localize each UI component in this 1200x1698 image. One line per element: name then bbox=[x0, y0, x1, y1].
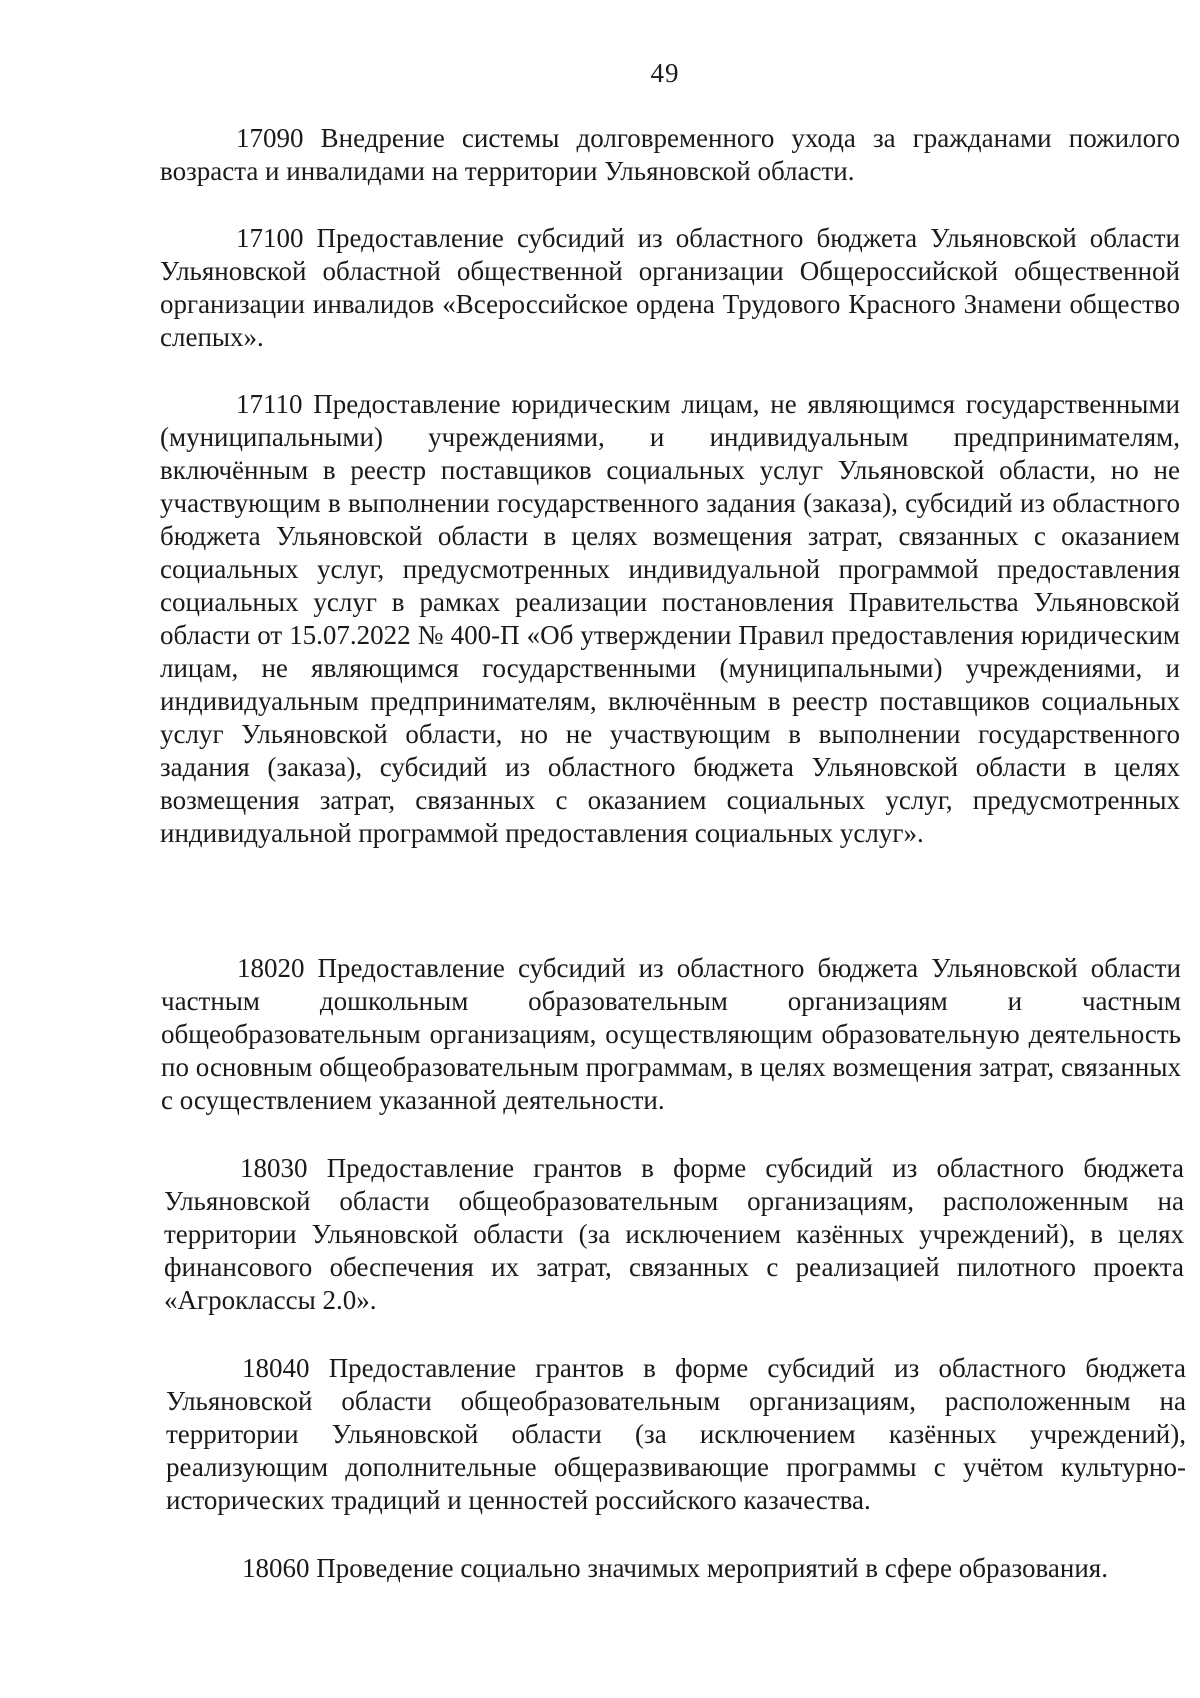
paragraph-17100: 17100 Предоставление субсидий из областного бюджета Ульяновской области Ульяновской областной общественной организации Общероссийской общественной организации инвалидов «Всероссийское ордена Трудового Красного Знамени общество слепых». bbox=[160, 223, 1180, 352]
paragraph-17110: 17110 Предоставление юридическим лицам, не являющимся государственными (муниципальными) учреждениями, и индивидуальным предпринимателям, включённым в реестр поставщиков социальных услуг Ульяновской области, но не участвующим в выполнении государственного задания (заказа), субсидий из областного бюджета Ульяновской области в целях возмещения затрат, связанных с оказанием социальных услуг, предусмотренных индивидуальной программой предоставления социальных услуг в рамках реализации постановления Правительства Ульяновской области от 15.07.2022 № 400-П «Об утверждении Правил предоставления юридическим лицам, не являющимся государственными (муниципальными) учреждениями, и индивидуальным предпринимателям, включённым в реестр поставщиков социальных услуг Ульяновской области, но не участвующим в выполнении государственного задания (заказа), субсидий из областного бюджета Ульяновской области в целях возмещения затрат, связанных с оказанием социальных услуг, предусмотренных индивидуальной программой предоставления социальных услуг». bbox=[160, 389, 1180, 848]
page-number: 49 bbox=[650, 58, 680, 88]
paragraph-18030: 18030 Предоставление грантов в форме субсидий из областного бюджета Ульяновской области общеобразовательным организациям, расположенным на территории Ульяновской области (за исключением казённых учреждений), в целях финансового обеспечения их затрат, связанных с реализацией пилотного проекта «Агроклассы 2.0». bbox=[164, 1153, 1184, 1315]
paragraph-17090: 17090 Внедрение системы долговременного ухода за гражданами пожилого возраста и инвалидами на территории Ульяновской области. bbox=[160, 123, 1180, 186]
paragraph-18020: 18020 Предоставление субсидий из областного бюджета Ульяновской области частным дошкольным образовательным организациям и частным общеобразовательным организациям, осуществляющим образовательную деятельность по основным общеобразовательным программам, в целях возмещения затрат, связанных с осуществлением указанной деятельности. bbox=[161, 953, 1181, 1115]
paragraph-18060: 18060 Проведение социально значимых мероприятий в сфере образования. bbox=[242, 1553, 1108, 1583]
paragraph-18040: 18040 Предоставление грантов в форме субсидий из областного бюджета Ульяновской области общеобразовательным организациям, расположенным на территории Ульяновской области (за исключением казённых учреждений), реализующим дополнительные общеразвивающие программы с учётом культурно-исторических традиций и ценностей российского казачества. bbox=[166, 1353, 1186, 1515]
